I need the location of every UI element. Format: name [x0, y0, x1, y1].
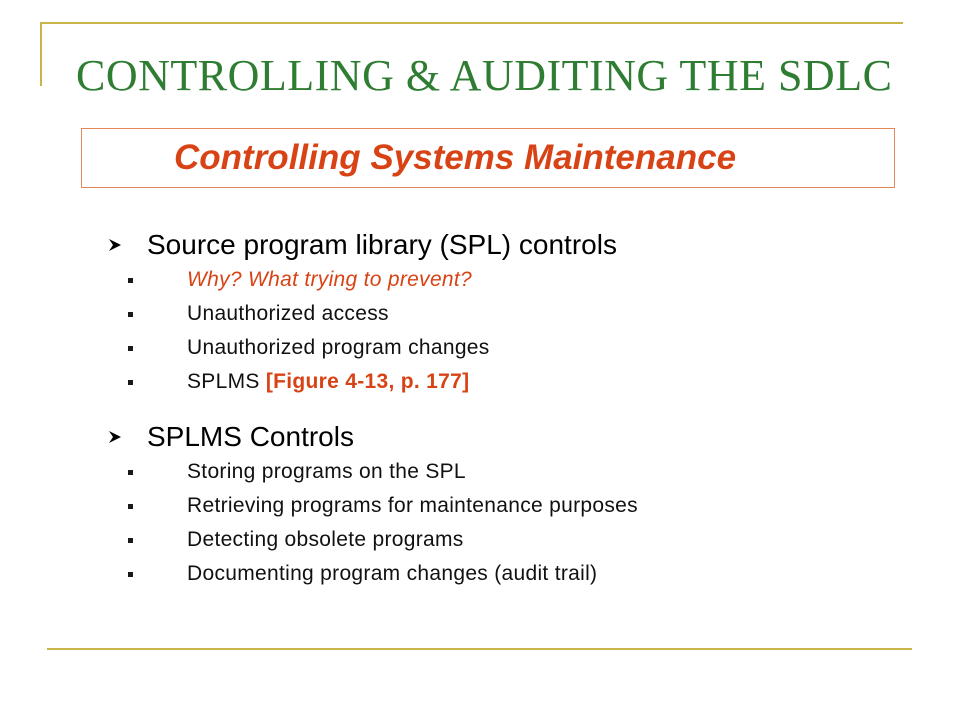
- square-bullet-icon: [128, 538, 133, 543]
- list-item: [128, 331, 617, 365]
- list-item: [128, 523, 638, 557]
- section-header: [108, 228, 617, 262]
- frame-left-line: [40, 22, 42, 86]
- item-text: Unauthorized program changes: [187, 336, 490, 359]
- list-item: [128, 365, 617, 399]
- item-text: Detecting obsolete programs: [187, 528, 464, 551]
- frame-bottom-line: [47, 648, 912, 650]
- item-text: Why? What trying to prevent?: [187, 268, 473, 291]
- section-header: [108, 420, 638, 454]
- list-item: [128, 263, 617, 297]
- figure-reference: [Figure 4-13, p. 177]: [265, 370, 470, 393]
- section-spl-controls: [108, 228, 617, 399]
- square-bullet-icon: [128, 470, 133, 475]
- arrow-bullet-icon: [108, 430, 122, 444]
- square-bullet-icon: [128, 346, 133, 351]
- frame-top-line: [40, 22, 903, 24]
- square-bullet-icon: [128, 278, 133, 283]
- item-text: [187, 370, 469, 394]
- square-bullet-icon: [128, 380, 133, 385]
- slide-title: CONTROLLING & AUDITING THE SDLC: [76, 51, 893, 100]
- section-label: Source program library (SPL) controls: [147, 229, 617, 260]
- item-text: Retrieving programs for maintenance purposes: [187, 494, 638, 517]
- list-item: [128, 455, 638, 489]
- item-text: Storing programs on the SPL: [187, 460, 466, 483]
- list-item: [128, 297, 617, 331]
- item-text: Unauthorized access: [187, 302, 389, 325]
- square-bullet-icon: [128, 312, 133, 317]
- section-label: SPLMS Controls: [147, 421, 354, 452]
- item-text-label: SPLMS: [187, 370, 260, 393]
- square-bullet-icon: [128, 572, 133, 577]
- list-item: [128, 557, 638, 591]
- subtitle-box: [81, 128, 895, 188]
- list-item: [128, 489, 638, 523]
- section-splms-controls: [108, 420, 638, 591]
- item-text: Documenting program changes (audit trail): [187, 562, 598, 585]
- square-bullet-icon: [128, 504, 133, 509]
- arrow-bullet-icon: [108, 238, 122, 252]
- slide-subtitle: Controlling Systems Maintenance: [174, 138, 737, 177]
